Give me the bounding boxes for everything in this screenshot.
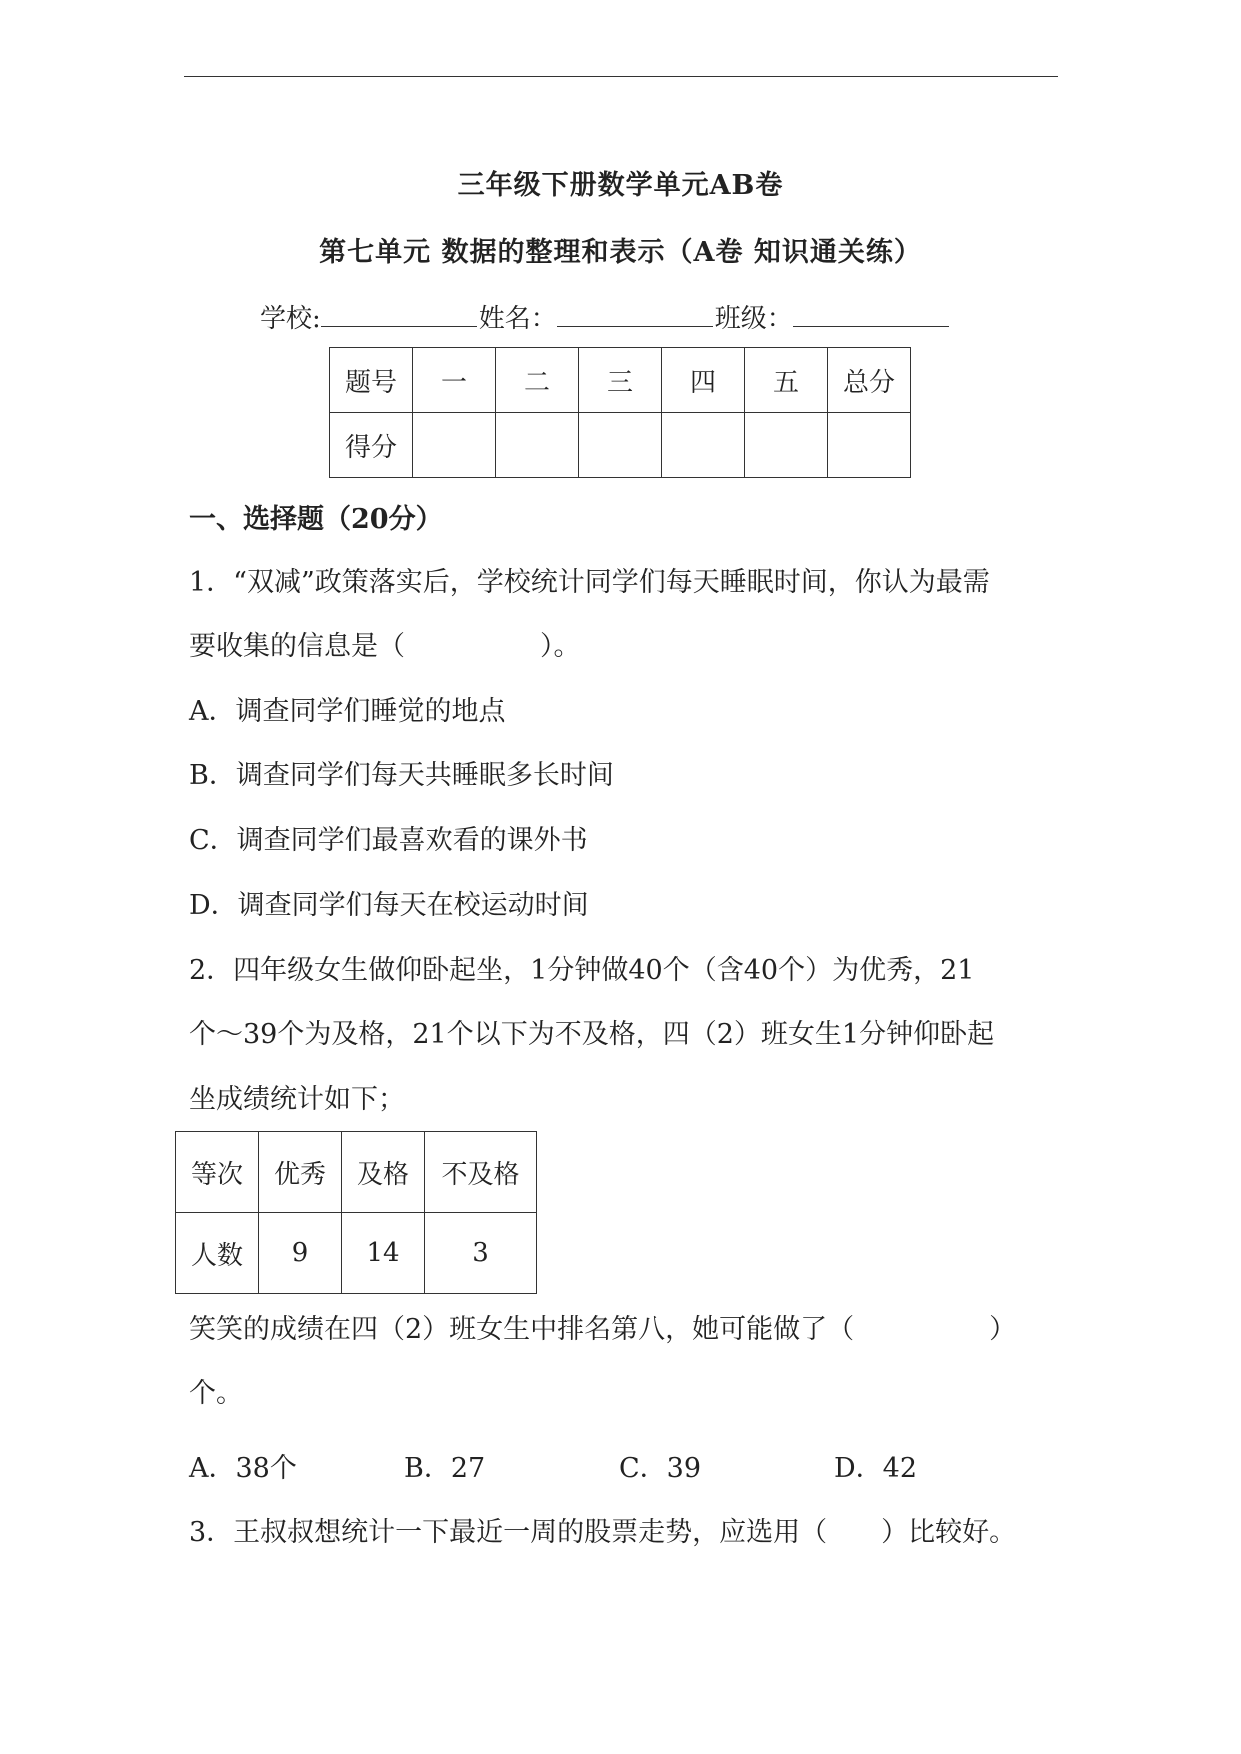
situp-stats-table xyxy=(175,1131,537,1294)
score-cell[interactable] xyxy=(496,413,579,478)
score-cell[interactable] xyxy=(828,413,911,478)
score-header-cell: 二 xyxy=(496,348,579,413)
class-label: 班级： xyxy=(714,304,793,334)
score-cell[interactable] xyxy=(662,413,745,478)
q2-text-line4: 笑笑的成绩在四（2）班女生中排名第八，她可能做了（ ） xyxy=(189,1314,1017,1345)
score-header-row xyxy=(330,348,911,413)
score-header-cell: 四 xyxy=(662,348,745,413)
q2-option-b: B．27 xyxy=(404,1453,486,1484)
score-cell[interactable] xyxy=(745,413,828,478)
q2-text-line3: 坐成绩统计如下； xyxy=(189,1084,405,1115)
header-rule xyxy=(184,76,1058,77)
q1-text-line2: 要收集的信息是（ ）。 xyxy=(189,631,581,662)
stats-header-cell: 不及格 xyxy=(425,1132,537,1213)
name-blank[interactable] xyxy=(557,304,713,327)
score-value-row xyxy=(330,413,911,478)
name-label: 姓名： xyxy=(478,304,557,334)
q1-option-d: D．调查同学们每天在校运动时间 xyxy=(189,890,589,921)
q1-option-b: B．调查同学们每天共睡眠多长时间 xyxy=(189,760,614,791)
school-label: 学校: xyxy=(260,304,321,334)
score-row-label: 得分 xyxy=(330,413,413,478)
score-header-cell: 一 xyxy=(413,348,496,413)
q2-text-line2: 个～39个为及格，21个以下为不及格，四（2）班女生1分钟仰卧起 xyxy=(189,1019,995,1050)
stats-value-cell: 9 xyxy=(259,1213,342,1294)
stats-header-cell: 等次 xyxy=(176,1132,259,1213)
q2-option-a: A．38个 xyxy=(189,1453,297,1484)
score-cell[interactable] xyxy=(579,413,662,478)
stats-header-row xyxy=(176,1132,537,1213)
q2-option-c: C．39 xyxy=(619,1453,702,1484)
score-header-cell: 三 xyxy=(579,348,662,413)
section-heading: 一、选择题（20分） xyxy=(189,504,443,535)
score-header-cell: 题号 xyxy=(330,348,413,413)
stats-header-cell: 及格 xyxy=(342,1132,425,1213)
q2-text-line5: 个。 xyxy=(189,1378,243,1409)
q2-option-d: D．42 xyxy=(834,1453,918,1484)
q3-text-line1: 3．王叔叔想统计一下最近一周的股票走势，应选用（ ）比较好。 xyxy=(189,1517,1017,1548)
score-header-cell: 总分 xyxy=(828,348,911,413)
unit-title: 第七单元 数据的整理和表示（A卷 知识通关练） xyxy=(319,237,922,268)
stats-header-cell: 优秀 xyxy=(259,1132,342,1213)
student-info-line xyxy=(260,298,951,335)
school-blank[interactable] xyxy=(321,304,477,327)
stats-value-cell: 14 xyxy=(342,1213,425,1294)
score-header-cell: 五 xyxy=(745,348,828,413)
stats-value-row xyxy=(176,1213,537,1294)
class-blank[interactable] xyxy=(793,304,949,327)
stats-value-cell: 3 xyxy=(425,1213,537,1294)
score-table xyxy=(329,347,911,478)
q1-option-c: C．调查同学们最喜欢看的课外书 xyxy=(189,825,588,856)
stats-row-label: 人数 xyxy=(176,1213,259,1294)
score-cell[interactable] xyxy=(413,413,496,478)
q2-text-line1: 2．四年级女生做仰卧起坐，1分钟做40个（含40个）为优秀，21 xyxy=(189,955,975,986)
q1-text-line1: 1．“双减”政策落实后，学校统计同学们每天睡眠时间，你认为最需 xyxy=(189,567,990,598)
q1-option-a: A．调查同学们睡觉的地点 xyxy=(189,696,506,727)
exam-title: 三年级下册数学单元AB卷 xyxy=(457,170,784,201)
